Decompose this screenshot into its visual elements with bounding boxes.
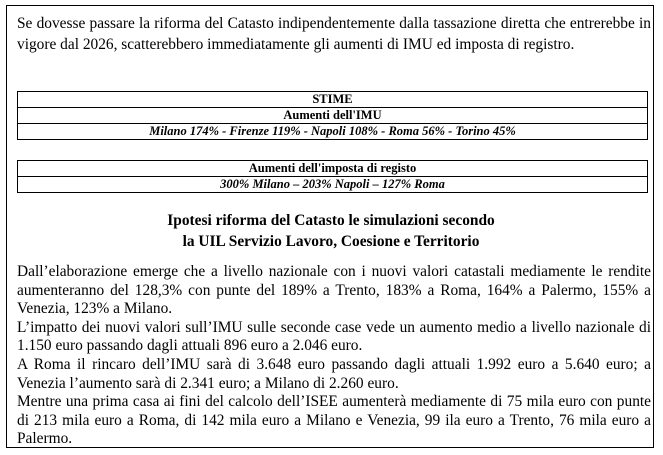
imu-increases-values: Milano 174% - Firenze 119% - Napoli 108% - Roma 56% - Torino 45% <box>18 124 647 140</box>
section-title <box>7 210 655 252</box>
intro-paragraph: Se dovesse passare la riforma del Catasto indipendentemente dalla tassazione diretta che entrerebbe in vigore dal 2026, scatterebbero immediatamente gli aumenti di IMU ed imposta di registro. <box>17 15 651 53</box>
body-text <box>17 263 651 449</box>
registry-tax-values: 300% Milano – 203% Napoli – 127% Roma <box>18 177 647 193</box>
body-paragraph: L’impatto dei nuovi valori sull’IMU sulle seconde case vede un aumento medio a livello nazionale di 1.150 euro passando dagli attuali 896 euro a 2.046 euro. <box>17 318 651 355</box>
section-title-line-2: la UIL Servizio Lavoro, Coesione e Territorio <box>182 233 480 250</box>
registry-tax-header: Aumenti dell'imposta di registo <box>18 161 647 177</box>
section-title-line-1: Ipotesi riforma del Catasto le simulazioni secondo <box>167 212 495 229</box>
body-paragraph: Dall’elaborazione emerge che a livello nazionale con i nuovi valori catastali mediamente le rendite aumenteranno del 128,3% con punte del 189% a Trento, 183% a Roma, 164% a Palermo, 155% a Venezia, 123% a Milano. <box>17 263 651 318</box>
imu-increases-subheader: Aumenti dell'IMU <box>18 108 647 124</box>
document-frame <box>6 5 654 448</box>
estimates-box <box>17 91 648 140</box>
estimates-header: STIME <box>18 92 647 108</box>
registry-tax-box <box>17 160 648 193</box>
body-paragraph: Mentre una prima casa ai fini del calcolo dell’ISEE aumenterà mediamente di 75 mila euro con punte di 213 mila euro a Roma, di 142 mila euro a Milano e Venezia, 99 ila euro a Trento, 76 mila euro a Palermo. <box>17 393 651 448</box>
body-paragraph: A Roma il rincaro dell’IMU sarà di 3.648 euro passando dagli attuali 1.992 euro a 5.640 euro; a Venezia l’aumento sarà di 2.341 euro; a Milano di 2.260 euro. <box>17 355 651 392</box>
